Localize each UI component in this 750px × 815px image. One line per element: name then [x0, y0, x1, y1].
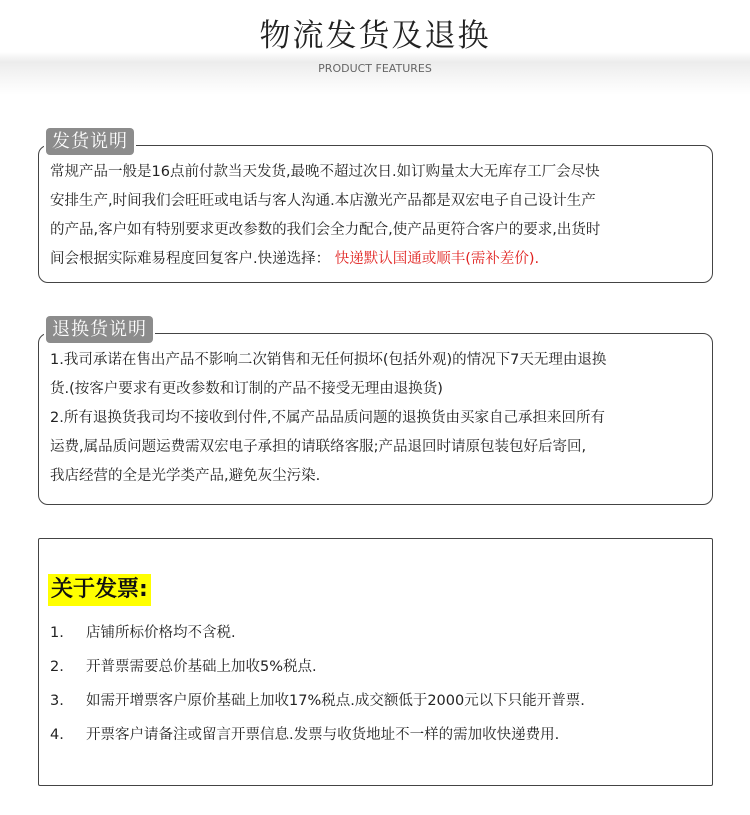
page-subtitle: PRODUCT FEATURES [318, 62, 432, 75]
returns-info-tag: 退换货说明 [46, 316, 153, 343]
invoice-item-number: 3. [50, 693, 64, 709]
returns-line: 2.所有退换货我司均不接收到付件,不属产品品质问题的退换货由买家自己承担来回所有 [50, 410, 605, 426]
shipping-info-text [50, 158, 700, 274]
invoice-item [48, 650, 688, 684]
shipping-line-last [50, 245, 700, 274]
invoice-item-text: 如需开增票客户原价基础上加收17%税点.成交额低于2000元以下只能开普票. [86, 693, 585, 709]
page-title: 物流发货及退换 [259, 18, 491, 54]
returns-line: 我店经营的全是光学类产品,避免灰尘污染. [50, 468, 321, 484]
invoice-item-text: 开票客户请备注或留言开票信息.发票与收货地址不一样的需加收快递费用. [86, 727, 560, 743]
invoice-item [48, 684, 688, 718]
returns-line: 1.我司承诺在售出产品不影响二次销售和无任何损坏(包括外观)的情况下7天无理由退换 [50, 352, 607, 368]
invoice-heading: 关于发票: [48, 574, 151, 606]
invoice-item-number: 1. [50, 625, 64, 641]
invoice-item-number: 4. [50, 727, 64, 743]
invoice-item [48, 616, 688, 650]
invoice-list [48, 616, 688, 752]
shipping-line: 常规产品一般是16点前付款当天发货,最晚不超过次日.如订购量太大无库存工厂会尽快 [50, 164, 600, 180]
returns-info-text [50, 346, 700, 491]
courier-highlight: 快递默认国通或顺丰(需补差价). [334, 251, 540, 267]
returns-line: 货.(按客户要求有更改参数和订制的产品不接受无理由退换货) [50, 381, 443, 397]
invoice-item-number: 2. [50, 659, 64, 675]
shipping-info-box [38, 145, 713, 283]
shipping-line-prefix: 间会根据实际难易程度回复客户.快递选择： [50, 251, 331, 267]
invoice-item-text: 店铺所标价格均不含税. [86, 625, 236, 641]
returns-info-box [38, 333, 713, 505]
shipping-line: 安排生产,时间我们会旺旺或电话与客人沟通.本店激光产品都是双宏电子自己设计生产 [50, 193, 596, 209]
invoice-item-text: 开普票需要总价基础上加收5%税点. [86, 659, 317, 675]
shipping-info-tag: 发货说明 [46, 128, 134, 155]
invoice-item [48, 718, 688, 752]
returns-line: 运费,属品质问题运费需双宏电子承担的请联络客服;产品退回时请原包装包好后寄回, [50, 439, 587, 455]
shipping-line: 的产品,客户如有特别要求更改参数的我们会全力配合,使产品更符合客户的要求,出货时 [50, 222, 601, 238]
